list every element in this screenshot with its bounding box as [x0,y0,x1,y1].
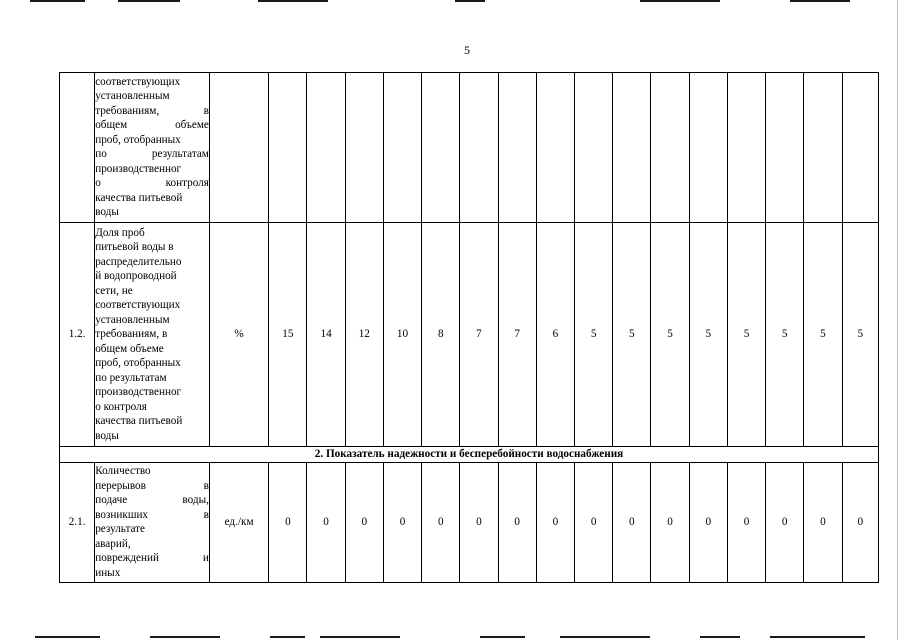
value-cell: 5 [689,222,727,446]
value-cell [613,73,651,223]
value-cell: 10 [383,222,421,446]
description-line: сети, не [95,284,133,297]
value-cell: 0 [536,462,574,582]
scan-edge-line [150,636,220,638]
section-title: 2. Показатель надежности и бесперебойности водоснабжения [60,446,879,462]
description-line: подаче воды, [95,494,209,507]
value-cell: 7 [498,222,536,446]
scan-edge-line [320,636,400,638]
value-cell: 0 [383,462,421,582]
description-line: общем объеме [95,119,209,132]
value-cell: 0 [498,462,536,582]
scan-edge-line [897,0,898,640]
description-line: о контроля [95,400,147,413]
value-cell [651,73,689,223]
table-row [60,73,879,223]
description-line: й водопроводной [95,270,177,283]
value-cell [383,73,421,223]
table-row [60,462,879,582]
value-cell: 14 [307,222,345,446]
description-line: установленным [95,90,170,103]
value-cell: 0 [804,462,842,582]
description-line: требованиям, в [95,328,168,341]
description-line: соответствующих [95,299,181,312]
row-index: 2.1. [60,462,95,582]
value-cell: 7 [460,222,498,446]
value-cell: 0 [766,462,804,582]
value-cell: 0 [842,462,878,582]
value-cell [307,73,345,223]
scan-edge-line [700,636,740,638]
description-line: проб, отобранных [95,133,181,146]
value-cell: 8 [422,222,460,446]
value-cell: 0 [345,462,383,582]
scan-edge-line [560,636,650,638]
description-line: по результатам [95,371,167,384]
value-cell: 5 [842,222,878,446]
description-line: распределительно [95,255,182,268]
description-line: производственног [95,386,182,399]
scan-edge-line [455,0,485,2]
value-cell: 0 [575,462,613,582]
description-line: питьевой воды в [95,241,174,254]
description-line: воды [95,206,119,219]
page-number: 5 [464,43,470,57]
value-cell [422,73,460,223]
value-cell: 5 [727,222,765,446]
value-cell: 5 [613,222,651,446]
description-line: требованиям, в [95,104,209,117]
value-cell: 12 [345,222,383,446]
value-cell [766,73,804,223]
value-cell [498,73,536,223]
scan-edge-line [118,0,180,2]
value-cell [269,73,307,223]
value-cell: 0 [307,462,345,582]
description-line: воды [95,429,119,442]
scan-edge-line [35,636,100,638]
indicator-description [95,222,210,446]
description-line: качества питьевой [95,415,183,428]
value-cell: 5 [804,222,842,446]
row-index [60,73,95,223]
value-cell: 5 [575,222,613,446]
value-cell [345,73,383,223]
value-cell: 5 [766,222,804,446]
scan-edge-line [790,0,850,2]
value-cell [575,73,613,223]
value-cell: 0 [269,462,307,582]
indicator-description [95,462,210,582]
description-line: аварий, [95,537,131,550]
description-line: результате [95,523,145,536]
value-cell: 0 [727,462,765,582]
value-cell: 5 [651,222,689,446]
description-line: иных [95,566,121,579]
value-cell: 0 [422,462,460,582]
row-index: 1.2. [60,222,95,446]
scan-edge-line [480,636,525,638]
value-cell: 0 [460,462,498,582]
scan-edge-line [770,636,865,638]
unit-cell: ед./км [209,462,268,582]
description-line: повреждений и [95,552,209,565]
value-cell: 0 [613,462,651,582]
section-header-row [60,446,879,462]
value-cell [689,73,727,223]
scan-edge-line [30,0,85,2]
description-line: Количество [95,465,151,478]
indicator-description [95,73,210,223]
value-cell: 15 [269,222,307,446]
value-cell [842,73,878,223]
indicators-table [59,72,879,583]
value-cell [460,73,498,223]
description-line: перерывов в [95,479,209,492]
description-line: возникших в [95,508,209,521]
description-line: производственног [95,162,182,175]
value-cell [727,73,765,223]
description-line: установленным [95,313,170,326]
value-cell: 0 [651,462,689,582]
unit-cell: % [209,222,268,446]
description-line: о контроля [95,177,209,190]
value-cell: 6 [536,222,574,446]
description-line: качества питьевой [95,191,183,204]
table-row [60,222,879,446]
scan-edge-line [640,0,720,2]
description-line: соответствующих [95,75,181,88]
unit-cell [209,73,268,223]
description-line: Доля проб [95,226,145,239]
description-line: по результатам [95,148,209,161]
value-cell [804,73,842,223]
value-cell [536,73,574,223]
value-cell: 0 [689,462,727,582]
scan-edge-line [258,0,328,2]
description-line: проб, отобранных [95,357,181,370]
scan-edge-line [270,636,305,638]
description-line: общем объеме [95,342,164,355]
